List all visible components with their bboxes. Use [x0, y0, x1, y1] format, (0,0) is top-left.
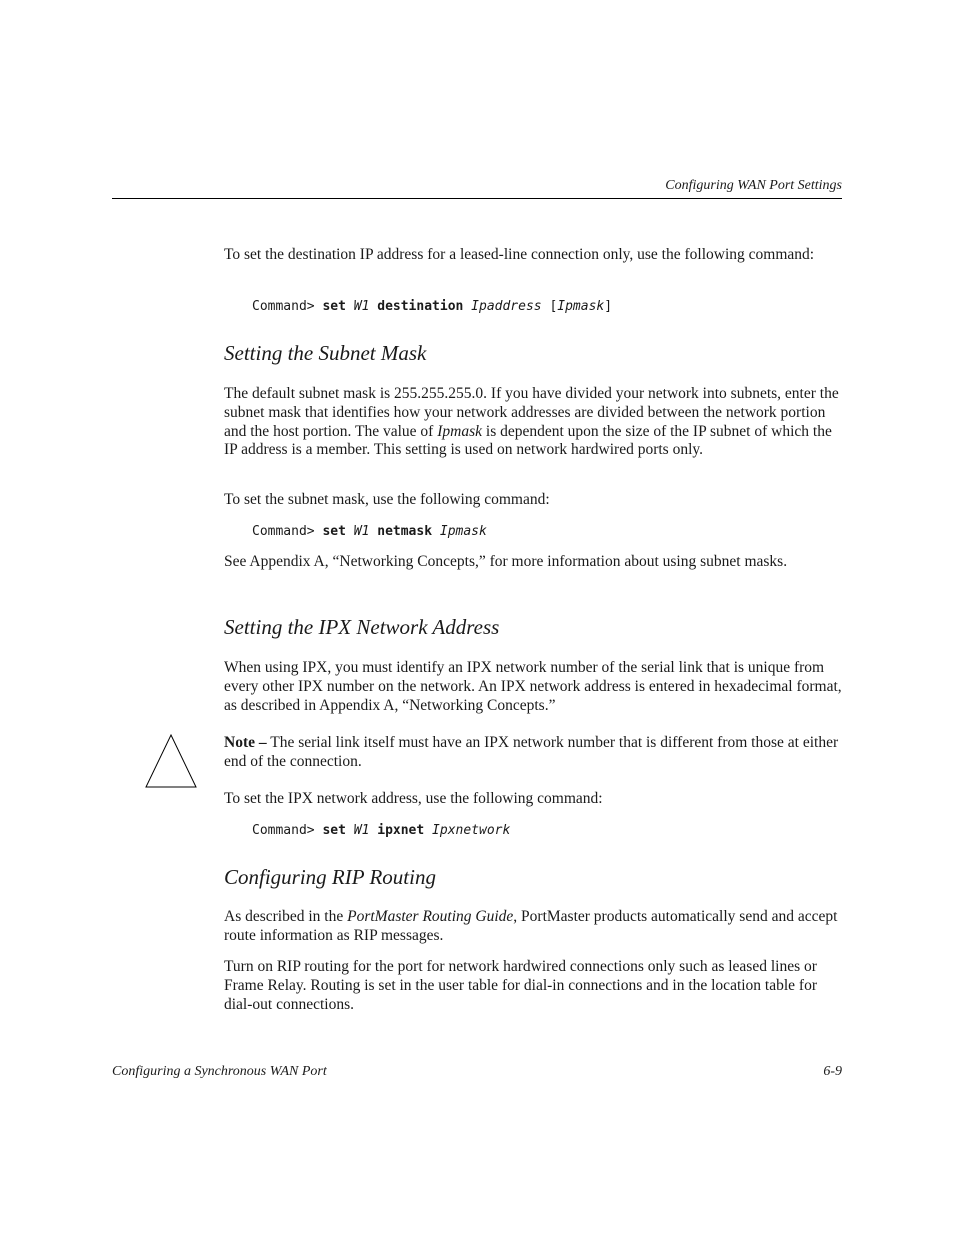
- subnet-paragraph-2: To set the subnet mask, use the following command:: [224, 491, 550, 508]
- command-arg: Ipmask: [439, 524, 487, 539]
- command-port: W1: [353, 299, 370, 314]
- command-set: set: [322, 524, 346, 539]
- command-prompt: Command>: [252, 524, 315, 539]
- note-text: The serial link itself must have an IPX network number that is different from those at either end of the connection.: [224, 734, 839, 770]
- heading-rip-routing: Configuring RIP Routing: [224, 865, 436, 889]
- command-arg: Ipxnetwork: [432, 823, 511, 838]
- page-number: 6-9: [823, 1064, 842, 1079]
- ipx-paragraph-1: When using IPX, you must identify an IPX network number of the serial link that is unique from every other IPX number on the network. An IPX network address is entered in hexadecimal format, as described in Appendix A, “Networking Concepts.”: [224, 659, 842, 714]
- command-keyword: netmask: [377, 524, 433, 539]
- command-keyword: ipxnet: [377, 823, 425, 838]
- command-port: W1: [353, 524, 370, 539]
- command-opt: Ipmask: [557, 299, 605, 314]
- subnet-paragraph-3: See Appendix A, “Networking Concepts,” for more information about using subnet masks.: [224, 553, 788, 570]
- rip-paragraph-2: Turn on RIP routing for the port for network hardwired connections only such as leased lines or Frame Relay. Routing is set in the user table for dial-in connections and in the location table for dial-out connections.: [224, 958, 818, 1013]
- rip-p1-text-a: As described in the: [224, 908, 348, 925]
- command-bracket-open: [: [549, 299, 558, 314]
- note-label: Note –: [224, 734, 267, 751]
- heading-ipx-address: Setting the IPX Network Address: [224, 615, 500, 639]
- command-ipxnet: [252, 822, 510, 840]
- rip-p1-emphasis: PortMaster Routing Guide: [347, 908, 514, 925]
- command-netmask: [252, 523, 487, 541]
- command-bracket-close: ]: [604, 299, 613, 314]
- intro-paragraph: To set the destination IP address for a leased-line connection only, use the following command:: [224, 246, 815, 263]
- rip-p1-text-b: , PortMaster products automatically send and accept route information as RIP messages.: [224, 908, 838, 944]
- command-arg: Ipaddress: [471, 299, 542, 314]
- command-prompt: Command>: [252, 823, 315, 838]
- command-port: W1: [353, 823, 370, 838]
- footer-chapter: Configuring a Synchronous WAN Port: [112, 1064, 327, 1079]
- ipx-paragraph-2: To set the IPX network address, use the following command:: [224, 790, 603, 807]
- subnet-p1-emphasis: Ipmask: [437, 422, 483, 440]
- subnet-p1-text-b: is dependent upon the size of the IP subnet of which the IP address is a member. This setting is used on network hardwired ports only.: [224, 422, 832, 459]
- running-header: Configuring WAN Port Settings: [665, 178, 842, 193]
- subnet-paragraph-1: [224, 385, 842, 460]
- subnet-p1-text-a: The default subnet mask is 255.255.255.0. If you have divided your network into subnets, enter the subnet mask that identifies how your network addresses are divided between the network portion and the host portion. The value of: [224, 385, 839, 440]
- ipx-note: [224, 734, 842, 772]
- command-prompt: Command>: [252, 299, 315, 314]
- header-rule: [112, 198, 842, 199]
- caution-triangle-icon: [145, 734, 197, 788]
- rip-paragraph-1: [224, 908, 842, 946]
- command-keyword: destination: [377, 299, 464, 314]
- command-set: set: [322, 299, 346, 314]
- command-set: set: [322, 823, 346, 838]
- heading-subnet-mask: Setting the Subnet Mask: [224, 341, 427, 365]
- command-destination: [252, 298, 612, 316]
